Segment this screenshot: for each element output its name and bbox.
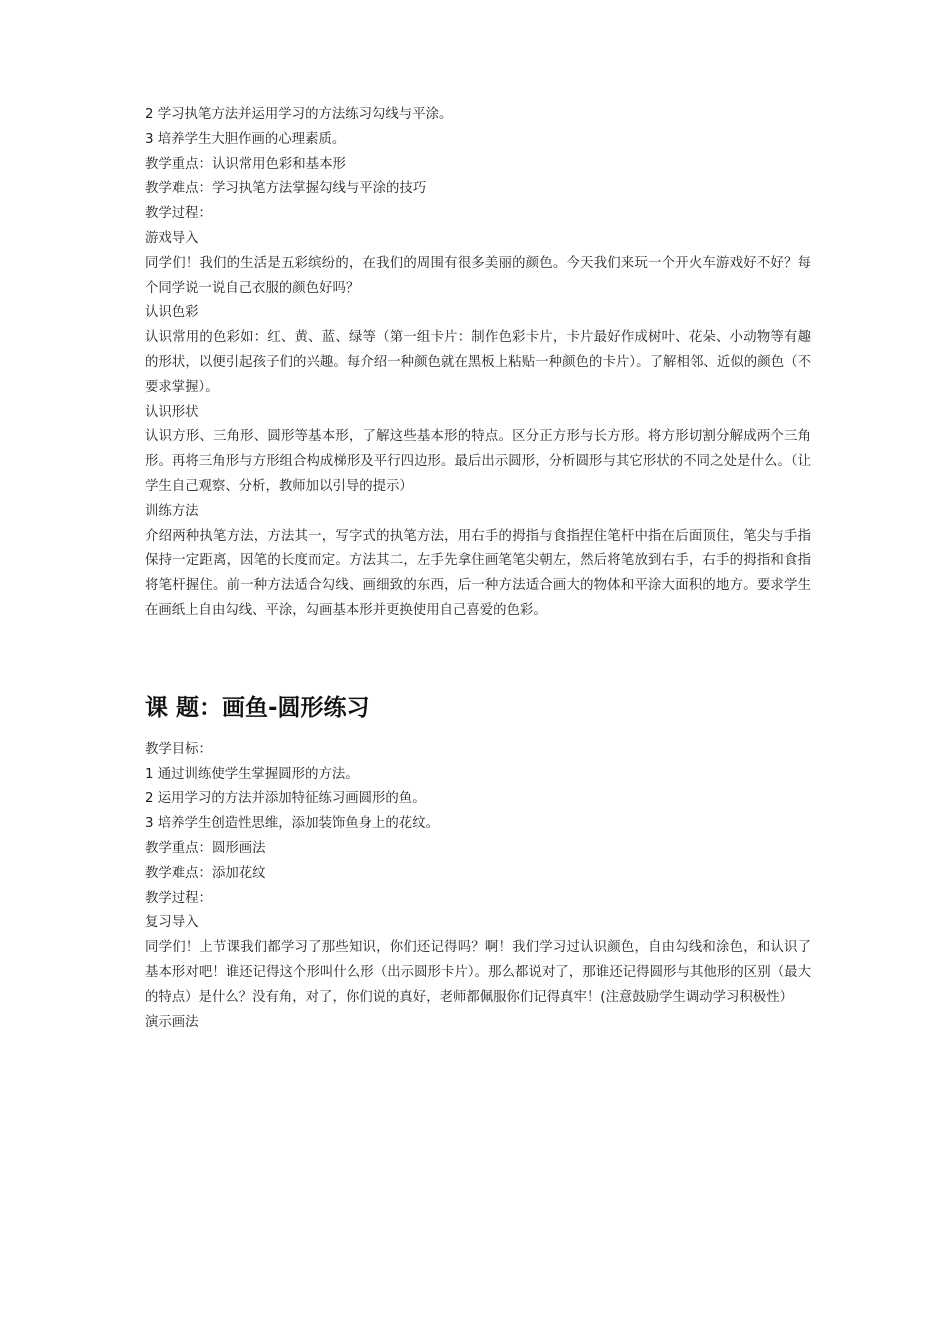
step-text-training: 介绍两种执笔方法，方法其一，写字式的执笔方法，用右手的拇指与食指捏住笔杆中指在后面顶住，笔尖与手指保持一定距离，因笔的长度而定。方法其二，左手先拿住画笔笔尖朝左，然后将笔放到右手，右手的拇指和食指将笔杆握住。前一种方法适合勾线、画细致的东西，后一种方法适合画大的物体和平涂大面积的地方。要求学生在画纸上自由勾线、平涂，勾画基本形并更换使用自己喜爱的色彩。	[145, 528, 811, 618]
difficulty: 教学难点：学习执笔方法掌握勾线与平涂的技巧	[145, 181, 427, 197]
step-heading-shapes: 认识形状	[145, 404, 199, 420]
step-heading-demo: 演示画法	[145, 1014, 199, 1030]
key-point: 教学重点：认识常用色彩和基本形	[145, 156, 346, 172]
process-label: 教学过程：	[145, 206, 212, 222]
step-text-shapes: 认识方形、三角形、圆形等基本形，了解这些基本形的特点。区分正方形与长方形。将方形切割分解成两个三角形。再将三角形与方形组合构成梯形及平行四边形。最后出示圆形，分析圆形与其它形状的不同之处是什么。（让学生自己观察、分析，教师加以引导的提示）	[145, 429, 811, 494]
lesson-title: 课 题：画鱼-圆形练习	[145, 694, 370, 721]
goal-2: 2 学习执笔方法并运用学习的方法练习勾线与平涂。	[145, 107, 453, 122]
step-heading-colors: 认识色彩	[145, 305, 199, 321]
goal-3: 3 培养学生创造性思维，添加装饰鱼身上的花纹。	[145, 816, 439, 832]
step-text-game-intro: 同学们！我们的生活是五彩缤纷的，在我们的周围有很多美丽的颜色。今天我们来玩一个开火车游戏好不好？每个同学说一说自己衣服的颜色好吗？	[145, 255, 811, 296]
goal-3: 3 培养学生大胆作画的心理素质。	[145, 131, 346, 147]
process-label: 教学过程：	[145, 890, 212, 906]
document-page	[145, 103, 811, 1035]
step-text-colors: 认识常用的色彩如：红、黄、蓝、绿等（第一组卡片：制作色彩卡片，卡片最好作成树叶、花朵、小动物等有趣的形状，以便引起孩子们的兴趣。每介绍一种颜色就在黑板上粘贴一种颜色的卡片）。了解相邻、近似的颜色（不要求掌握）。	[145, 330, 811, 395]
goal-2: 2 运用学习的方法并添加特征练习画圆形的鱼。	[145, 791, 426, 807]
difficulty: 教学难点：添加花纹	[145, 865, 266, 881]
step-heading-review: 复习导入	[145, 915, 199, 931]
goal-1: 1 通过训练使学生掌握圆形的方法。	[145, 766, 359, 782]
key-point: 教学重点：圆形画法	[145, 840, 266, 856]
goals-label: 教学目标：	[145, 741, 212, 757]
section-gap	[145, 624, 811, 691]
step-heading-game-intro: 游戏导入	[145, 230, 199, 246]
step-text-review: 同学们！上节课我们都学习了那些知识，你们还记得吗？啊！我们学习过认识颜色，自由勾线和涂色，和认识了基本形对吧！谁还记得这个形叫什么形（出示圆形卡片）。那么都说对了，那谁还记得圆形与其他形的区别（最大的特点）是什么？没有角，对了，你们说的真好，老师都佩服你们记得真牢！(注意鼓励学生调动学习积极性）	[145, 940, 811, 1005]
step-heading-training: 训练方法	[145, 503, 199, 519]
